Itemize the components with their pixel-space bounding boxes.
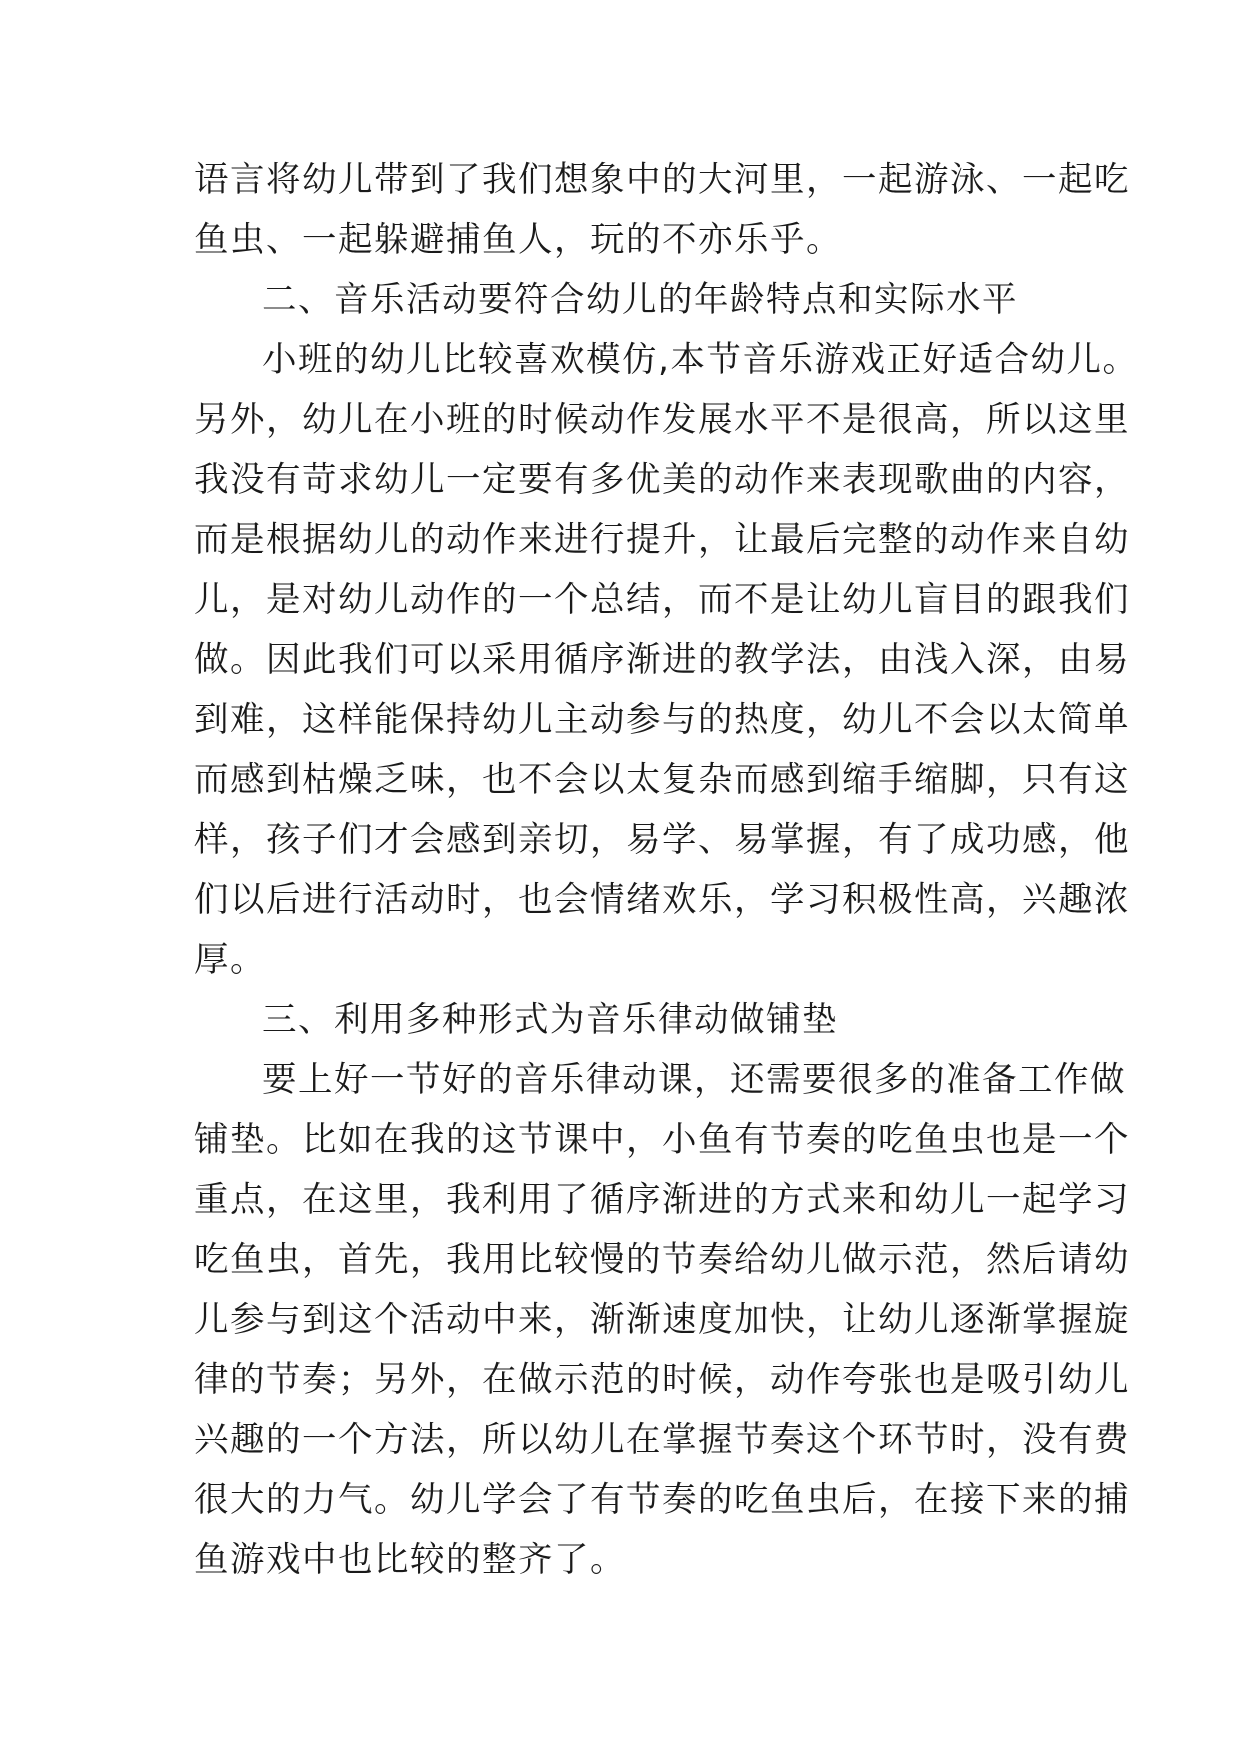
paragraph-line-indented: 要上好一节好的音乐律动课，还需要很多的准备工作做 — [262, 1060, 1126, 1100]
paragraph-line: 吃鱼虫，首先，我用比较慢的节奏给幼儿做示范，然后请幼 — [194, 1240, 1130, 1280]
paragraph-line-indented: 三、利用多种形式为音乐律动做铺垫 — [262, 1000, 838, 1040]
paragraph-line: 样，孩子们才会感到亲切，易学、易掌握，有了成功感，他 — [194, 820, 1130, 860]
paragraph-line: 鱼游戏中也比较的整齐了。 — [194, 1540, 626, 1580]
paragraph-line: 儿，是对幼儿动作的一个总结，而不是让幼儿盲目的跟我们 — [194, 580, 1130, 620]
paragraph-line: 很大的力气。幼儿学会了有节奏的吃鱼虫后，在接下来的捕 — [194, 1480, 1130, 1520]
paragraph-line: 语言将幼儿带到了我们想象中的大河里，一起游泳、一起吃 — [194, 160, 1130, 200]
paragraph-line: 儿参与到这个活动中来，渐渐速度加快，让幼儿逐渐掌握旋 — [194, 1300, 1130, 1340]
paragraph-line: 另外，幼儿在小班的时候动作发展水平不是很高，所以这里 — [194, 400, 1130, 440]
paragraph-line: 兴趣的一个方法，所以幼儿在掌握节奏这个环节时，没有费 — [194, 1420, 1130, 1460]
paragraph-line: 重点，在这里，我利用了循序渐进的方式来和幼儿一起学习 — [194, 1180, 1130, 1220]
paragraph-line: 鱼虫、一起躲避捕鱼人，玩的不亦乐乎。 — [194, 220, 842, 260]
paragraph-line-indented: 二、音乐活动要符合幼儿的年龄特点和实际水平 — [262, 280, 1018, 320]
paragraph-line: 厚。 — [194, 940, 266, 980]
paragraph-line: 律的节奏；另外，在做示范的时候，动作夸张也是吸引幼儿 — [194, 1360, 1130, 1400]
paragraph-line: 我没有苛求幼儿一定要有多优美的动作来表现歌曲的内容， — [194, 460, 1130, 500]
paragraph-line-indented: 小班的幼儿比较喜欢模仿,本节音乐游戏正好适合幼儿。 — [262, 340, 1139, 380]
paragraph-line: 做。因此我们可以采用循序渐进的教学法，由浅入深，由易 — [194, 640, 1130, 680]
body-text — [194, 150, 1139, 1590]
paragraph-line: 到难，这样能保持幼儿主动参与的热度，幼儿不会以太简单 — [194, 700, 1130, 740]
paragraph-line: 而感到枯燥乏味，也不会以太复杂而感到缩手缩脚，只有这 — [194, 760, 1130, 800]
paragraph-line: 而是根据幼儿的动作来进行提升，让最后完整的动作来自幼 — [194, 520, 1130, 560]
paragraph-line: 们以后进行活动时，也会情绪欢乐，学习积极性高，兴趣浓 — [194, 880, 1130, 920]
paragraph-line: 铺垫。比如在我的这节课中，小鱼有节奏的吃鱼虫也是一个 — [194, 1120, 1130, 1160]
